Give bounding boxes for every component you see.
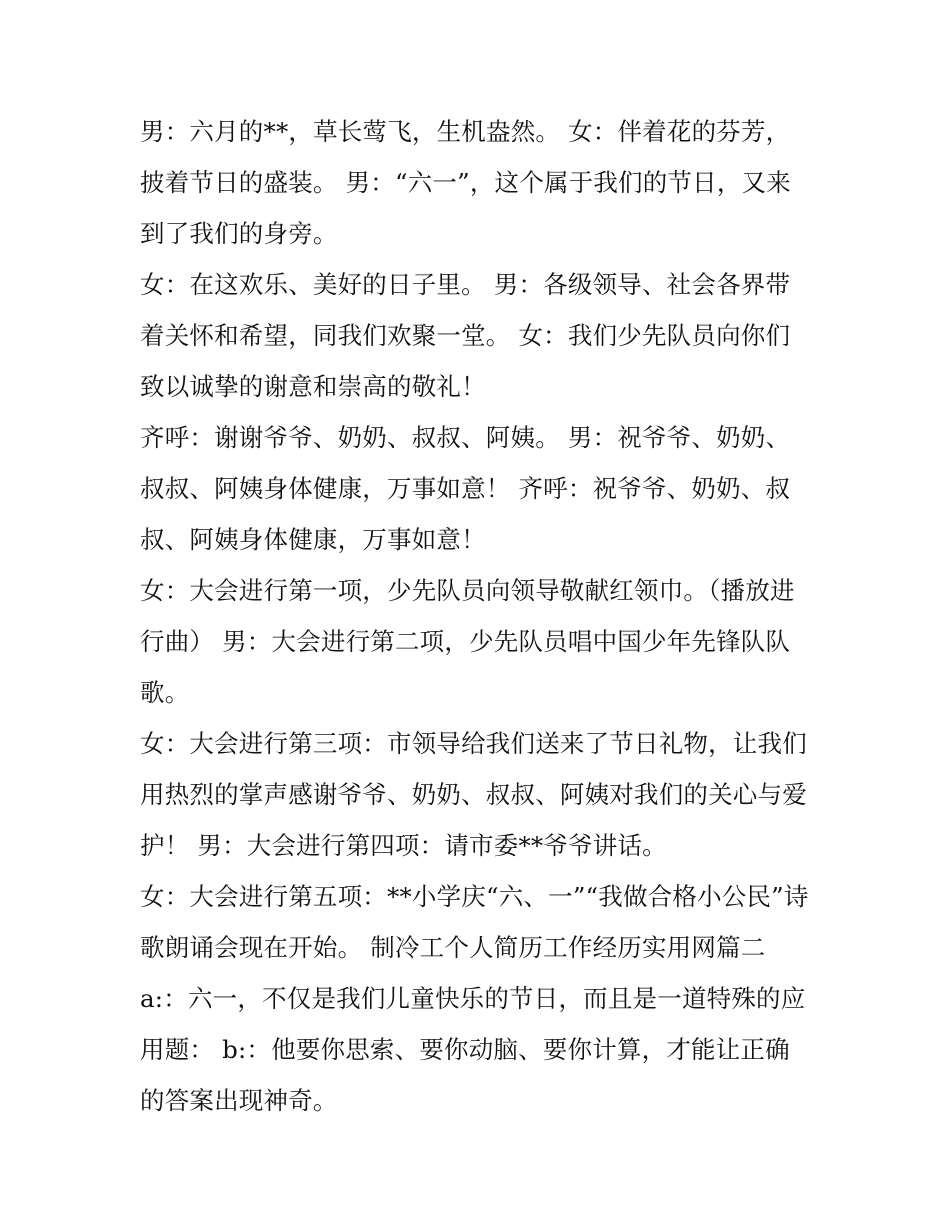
text-line: 齐呼：谢谢爷爷、奶奶、叔叔、阿姨。 男：祝爷爷、奶奶、 [140,423,791,452]
text-line: 的答案出现神奇。 [140,1086,338,1115]
text-line: 用热烈的掌声感谢爷爷、奶奶、叔叔、阿姨对我们的关心与爱 [140,780,807,809]
text-line: 歌。 [140,678,190,707]
text-line: 用题： b:：他要你思索、要你动脑、要你计算，才能让正确 [140,1035,790,1064]
text-line: 女：大会进行第一项，少先队员向领导敬献红领巾。（播放进 [140,576,795,605]
text-line: 披着节日的盛装。 男：“六一”，这个属于我们的节日，又来 [140,168,791,197]
text-line: 女：大会进行第三项：市领导给我们送来了节日礼物，让我们 [140,729,807,758]
text-line: 行曲） 男：大会进行第二项，少先队员唱中国少年先锋队队 [140,627,791,656]
text-line: 护！ 男：大会进行第四项：请市委**爷爷讲话。 [140,831,667,860]
text-line: a:：六一，不仅是我们儿童快乐的节日，而且是一道特殊的应 [140,984,806,1013]
text-line: 歌朗诵会现在开始。 制冷工个人简历工作经历实用网篇二 [140,933,766,962]
text-line: 叔叔、阿姨身体健康，万事如意！ 齐呼：祝爷爷、奶奶、叔 [140,474,791,503]
text-line: 女：在这欢乐、美好的日子里。 男：各级领导、社会各界带 [140,270,791,299]
text-line: 着关怀和希望，同我们欢聚一堂。 女：我们少先队员向你们 [140,321,791,350]
document-body [140,106,820,1126]
text-line: 女：大会进行第五项：**小学庆“六、一”“我做合格小公民”诗 [140,882,809,911]
text-line: 男：六月的**，草长莺飞，生机盎然。 女：伴着花的芬芳， [140,117,791,146]
text-line: 到了我们的身旁。 [140,219,338,248]
text-line: 叔、阿姨身体健康，万事如意！ [140,525,486,554]
text-line: 致以诚挚的谢意和崇高的敬礼！ [140,372,486,401]
